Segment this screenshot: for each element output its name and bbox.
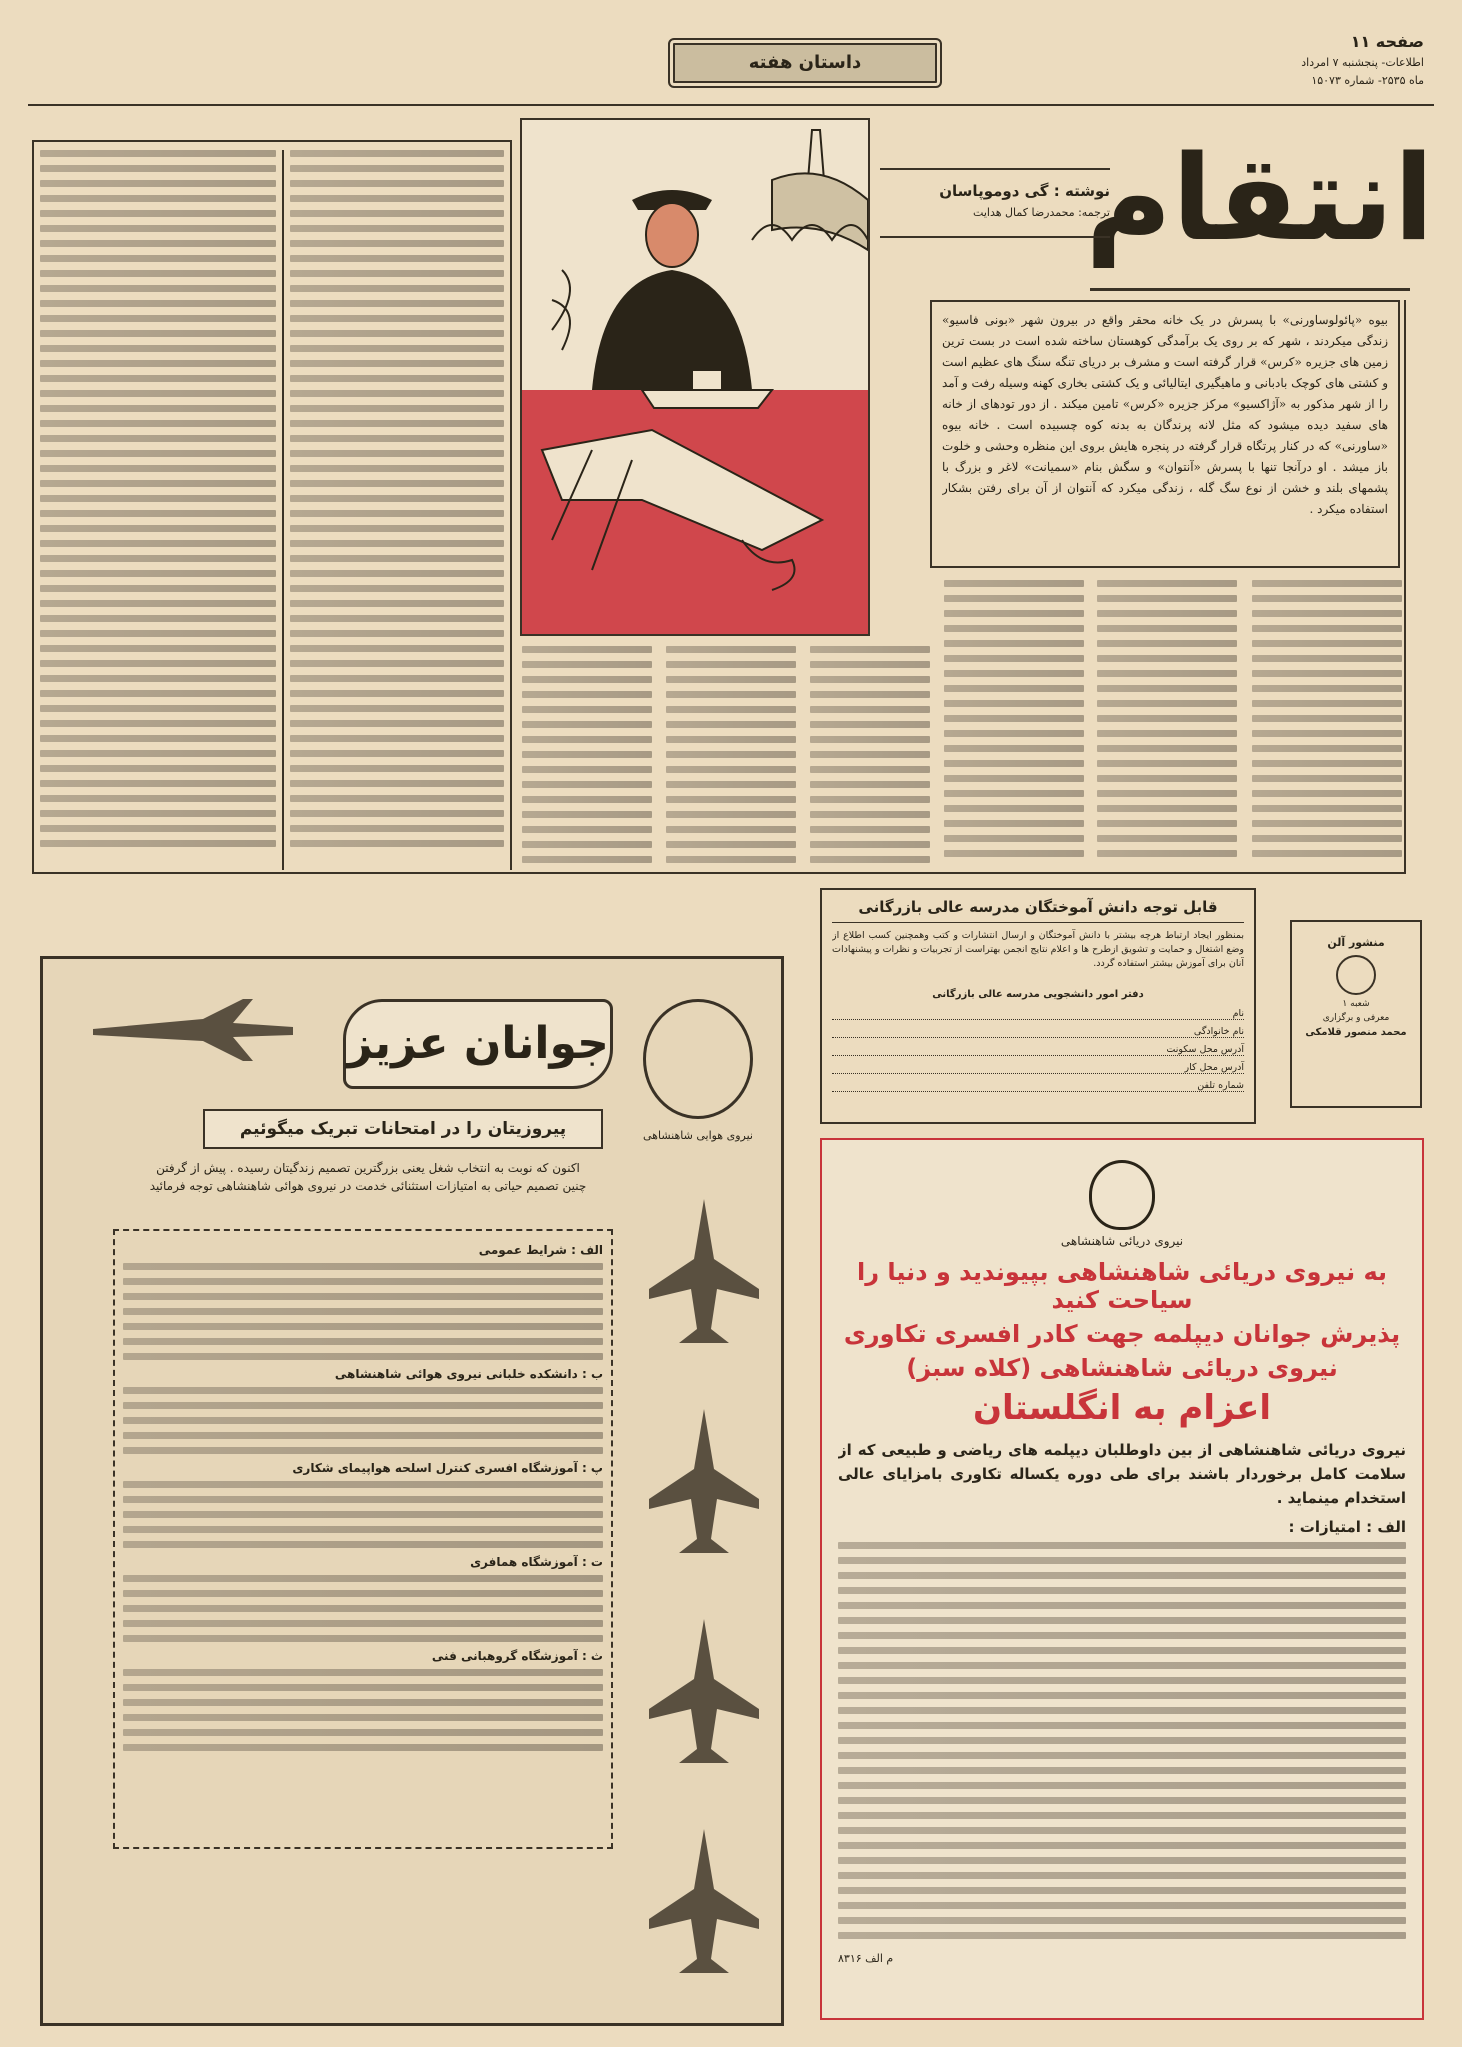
story-column-1: [942, 580, 1402, 870]
navy-headline-4: اعزام به انگلستان: [973, 1388, 1271, 1428]
small-ad-line-1: منشور آلن: [1327, 936, 1385, 949]
navy-headline-2: پذیرش جوانان دیپلمه جهت کادر افسری تکاوری: [843, 1320, 1401, 1348]
illustration-drawing: [522, 120, 868, 634]
page-number: صفحه ۱۱: [1350, 32, 1424, 51]
navy-footer-id: م الف ۸۳۱۶: [838, 1952, 894, 1965]
section-title: داستان هفته: [748, 52, 862, 73]
story-lead-box: [930, 300, 1400, 568]
notice-form: [832, 1008, 1244, 1092]
story-author: نوشته : گی دوموپاسان: [939, 182, 1110, 200]
story-byline: [880, 168, 1110, 238]
form-field-work: آدرس محل کار: [832, 1062, 1244, 1074]
notice-box: [820, 888, 1256, 1124]
notice-body: بمنظور ایجاد ارتباط هرچه بیشتر با دانش آموختگان و ارسال انتشارات و کتب وهمچنین کسب اطلاع از وضع اشتغال و حمایت و تشویق ازطرح ها و اعلام نتایج انجمن بهتراست از تجربیات و نظرات و پیشنهادات آنان برای آموزش بیشتر استفاده گردد.: [832, 930, 1244, 969]
small-ad-logo: [1336, 955, 1376, 995]
page-header: [28, 28, 1434, 102]
navy-headline-3: نیروی دریائی شاهنشاهی (کلاه سبز): [906, 1354, 1338, 1382]
navy-intro: نیروی دریائی شاهنشاهی از بین داوطلبان دیپلمه های ریاضی و طبیعی که از سلامت کامل برخوردار باشند برای طی دوره یکساله تکاوری بامزایای عالی استخدام مینماید .: [838, 1441, 1406, 1507]
section-b-title: ب : دانشکده خلبانی نیروی هوائی شاهنشاهی: [334, 1367, 603, 1381]
jet-icon: [83, 989, 303, 1069]
air-force-ad: [40, 956, 784, 2026]
section-title-box: [668, 38, 942, 88]
jet-silhouette-icon: [639, 1159, 769, 2019]
small-ad-line-3: معرفی و برگزاری: [1322, 1013, 1390, 1023]
section-e-title: ث : آموزشگاه گروهبانی فنی: [431, 1649, 603, 1663]
small-ad-line-4: محمد منصور قلامکی: [1305, 1027, 1407, 1038]
story-illustration: [520, 118, 870, 636]
congrats-banner: پیروزیتان را در امتحانات تبریک میگوئیم: [203, 1109, 603, 1149]
form-field-phone: شماره تلفن: [832, 1080, 1244, 1092]
navy-benefits-title: الف : امتیازات :: [1288, 1518, 1406, 1536]
jets-column: [639, 1159, 769, 2019]
form-field-home: آدرس محل سکونت: [832, 1044, 1244, 1056]
form-field-family: نام خانوادگی: [832, 1026, 1244, 1038]
scroll-title: جوانان عزیز: [347, 1018, 609, 1069]
issue-date: اطلاعات- پنجشنبه ۷ امرداد: [1301, 56, 1424, 69]
air-force-intro: اکنون که نوبت به انتخاب شغل یعنی بزرگترین تصمیم زندگیتان رسیده . پیش از گرفتن چنین تصمیم حیاتی به امتیازات استثنائی خدمت در نیروی هوائی شاهنشاهی توجه فرمائید: [149, 1161, 587, 1193]
small-ad-line-2: شعبه ۱: [1342, 999, 1370, 1009]
notice-title: قابل توجه دانش آموختگان مدرسه عالی بازرگانی: [832, 898, 1244, 923]
section-c-title: پ : آموزشگاه افسری کنترل اسلحه هواپیمای شکاری: [292, 1461, 603, 1475]
navy-emblem: [1089, 1160, 1155, 1230]
issue-number: ماه ۲۵۳۵- شماره ۱۵۰۷۳: [1311, 74, 1424, 87]
section-d-title: ت : آموزشگاه همافری: [470, 1555, 603, 1569]
story-lead: بیوه «پائولوساورنی» با پسرش در یک خانه محقر واقع در بیرون شهر «بونی فاسیو» زندگی میکردند ، شهر که بر روی یک برآمدگی کوهستان ساخته شده است در بست ترین زمین های جزیره «کرس» قرار گرفته است و مشرف بر دریای تنگه سنگ های عظیم است و کشتی های کوچک بادبانی و ماهیگیری ایتالیائی و یک کشتی بخاری کهنه وسیله رفت و آمد را از شهر مذکور به «آژاکسیو» مرکز جزیره «کرس» تامین میکند . از دور تودهای از خانه های سفید دیده میشود که مثل لانه پرندگان به بدنه کوه چسبیده است . خانه بیوه «ساورنی» که در کنار پرتگاه قرار گرفته در پنجره هایش بروی این منظره وحشی و خلوت باز میشد . او درآنجا تنها با پسرش «آنتوان» و سگش بنام «سمیانت» لاغر و بزرگ با پشمهای بلند و خشن از نوع سگ گله ، زندگی میکرد که آنتوان از آن برای رفتن بشکار استفاده میکرد .: [942, 313, 1388, 516]
small-ad: [1290, 920, 1422, 1108]
story-column-2: [520, 646, 930, 872]
notice-office: دفتر امور دانشجویی مدرسه عالی بازرگانی: [932, 989, 1144, 1000]
scroll-banner: [343, 999, 613, 1089]
story-column-4: [40, 150, 276, 870]
conditions-box: [113, 1229, 613, 1849]
form-field-name: نام: [832, 1008, 1244, 1020]
navy-headline-1: به نیروی دریائی شاهنشاهی بپیوندید و دنیا را سیاحت کنید: [856, 1258, 1388, 1314]
story-column-3: [290, 150, 504, 870]
story-translator: ترجمه: محمدرضا کمال هدایت: [973, 206, 1110, 219]
air-force-emblem: [643, 999, 753, 1119]
navy-ad: [820, 1138, 1424, 2020]
section-a-title: الف : شرایط عمومی: [478, 1243, 603, 1257]
air-force-emblem-label: نیروی هوایی شاهنشاهی: [643, 1129, 753, 1142]
navy-emblem-label: نیروی دریائی شاهنشاهی: [1060, 1234, 1184, 1248]
story-title: انتقام: [1085, 129, 1434, 267]
